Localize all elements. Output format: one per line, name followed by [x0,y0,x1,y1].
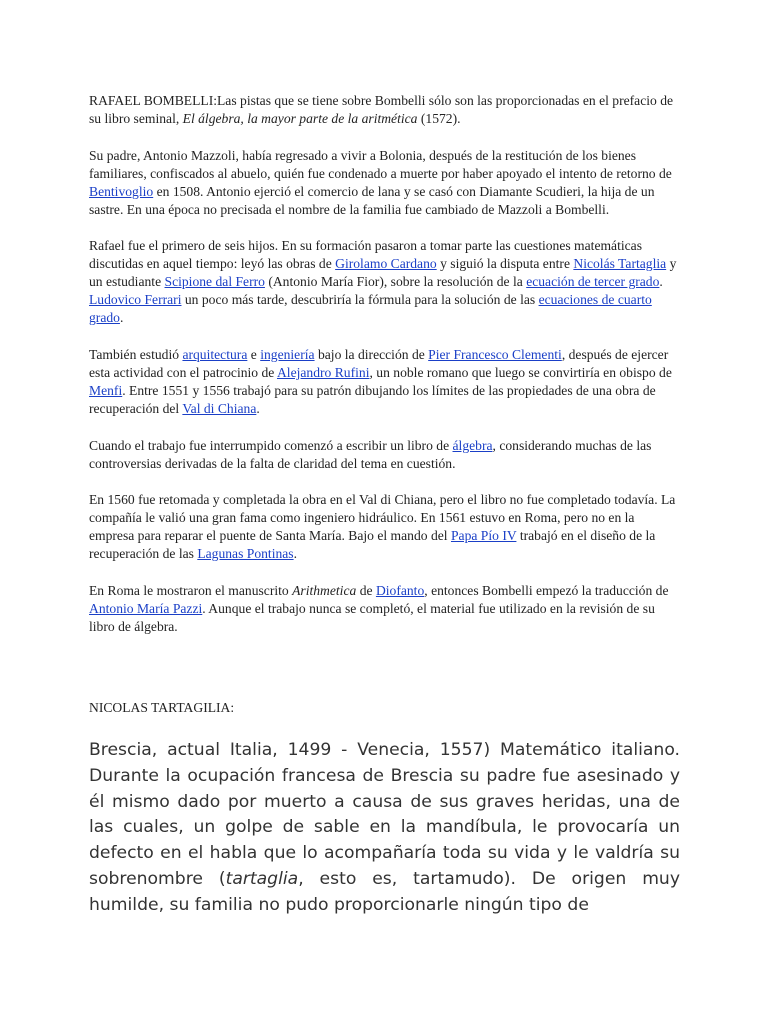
text: , considerando muchas de las controversias derivadas de la falta de claridad del tema en cuestión. [89,437,652,471]
book-title: Arithmetica [292,583,357,599]
text: , esto es, tartamudo). De origen muy humilde, su familia no pudo proporcionarle ningún tipo de [89,868,680,915]
link-algebra[interactable]: álgebra [452,437,493,453]
link-antonio-maria-pazzi[interactable]: Antonio María Pazzi [89,600,203,616]
text: En 1560 fue retomada y completada la obra en el Val di Chiana, pero el libro no fue completado todavía. La compañía le valió una gran fama como ingeniero hidráulico. En 1561 estuvo en Roma, pero no en la empresa para reparar el puente de Santa María. Bajo el mando del [89,492,676,544]
text: , entonces Bombelli empezó la traducción de [424,583,669,599]
text: Cuando el trabajo fue interrumpido comenzó a escribir un libro de [89,437,453,453]
text: Brescia, actual Italia, 1499 - Venecia, 1557) Matemático italiano. Durante la ocupación francesa de Brescia su padre fue asesinado y él mismo dado por muerto a causa de sus graves heridas, una de las cuales, un golpe de sable en la mandíbula, le provocaría un defecto en el habla que lo acompañaría toda su vida y le valdría su sobrenombre ( [89,740,680,889]
link-arquitectura[interactable]: arquitectura [182,346,248,362]
text: . [659,274,663,290]
link-val-di-chiana[interactable]: Val di Chiana [182,400,257,416]
paragraph-2 [89,147,679,219]
link-alejandro-rufini[interactable]: Alejandro Rufini [276,364,370,380]
text: Su padre, Antonio Mazzoli, había regresado a vivir a Bolonia, después de la restitución de los bienes familiares, confiscados al abuelo, quién fue condenado a muerte por haber apoyado el intento de retorno de [89,147,672,181]
link-ecuacion-tercer-grado[interactable]: ecuación de tercer grado [526,274,660,290]
text: , un noble romano que luego se convirtiría en obispo de [369,364,672,380]
paragraph-1 [89,92,679,128]
text: en 1508. Antonio ejerció el comercio de lana y se casó con Diamante Scudieri, la hija de un sastre. En una época no precisada el nombre de la familia fue cambiado de Mazzoli a Bombelli. [89,183,655,217]
text: . [119,310,124,326]
text: En Roma le mostraron el manuscrito [89,583,293,599]
book-title: El álgebra, la mayor parte de la aritmética [182,110,418,126]
text: un poco más tarde, descubriría la fórmula para la solución de las [181,292,539,308]
text: , después de ejercer esta actividad con el patrocinio de [89,346,669,380]
link-bentivoglio[interactable]: Bentivoglio [89,183,154,199]
link-lagunas-pontinas[interactable]: Lagunas Pontinas [197,546,294,562]
bombelli-section [89,92,679,636]
tartaglia-heading: NICOLAS TARTAGILIA: [89,700,235,715]
link-ludovico-ferrari[interactable]: Ludovico Ferrari [89,292,182,308]
text: RAFAEL BOMBELLI:Las pistas que se tiene sobre Bombelli sólo son las proporcionadas en el prefacio de su libro seminal, [89,93,674,126]
text: . Aunque el trabajo nunca se completó, el material fue utilizado en la revisión de su libro de álgebra. [89,600,655,634]
paragraph-4 [89,346,679,418]
text: . [293,546,297,562]
link-girolamo-cardano[interactable]: Girolamo Cardano [335,256,437,272]
link-diofanto[interactable]: Diofanto [375,583,425,599]
text: e [247,346,261,362]
text: . [256,400,260,416]
tartaglia-paragraph [89,738,680,919]
nickname: tartaglia [225,868,299,889]
link-nicolas-tartaglia[interactable]: Nicolás Tartaglia [573,256,667,272]
link-menfi[interactable]: Menfi [89,382,123,398]
paragraph-3 [89,237,679,327]
text: (Antonio María Fior), sobre la resolución de la [264,274,527,290]
text: y siguió la disputa entre [436,256,574,272]
text: y un estudiante [89,256,677,290]
link-pier-francesco-clementi[interactable]: Pier Francesco Clementi [428,346,562,362]
paragraph-7 [89,582,679,636]
paragraph-5 [89,437,679,473]
link-ingenieria[interactable]: ingeniería [260,346,315,362]
text: de [356,583,376,599]
text: También estudió [89,346,183,362]
paragraph-6 [89,491,679,563]
link-ecuaciones-cuarto-grado[interactable]: ecuaciones de cuarto grado [89,292,652,326]
link-scipione-dal-ferro[interactable]: Scipione dal Ferro [164,274,265,290]
text: trabajó en el diseño de la recuperación de las [89,528,656,562]
text: (1572). [417,110,461,126]
text: Rafael fue el primero de seis hijos. En su formación pasaron a tomar parte las cuestiones matemáticas discutidas en aquel tiempo: leyó las obras de [89,238,642,272]
link-papa-pio-iv[interactable]: Papa Pío IV [450,528,517,544]
text: bajo la dirección de [314,346,429,362]
text: . Entre 1551 y 1556 trabajó para su patrón dibujando los límites de las propiedades de una obra de recuperación del [89,382,656,416]
